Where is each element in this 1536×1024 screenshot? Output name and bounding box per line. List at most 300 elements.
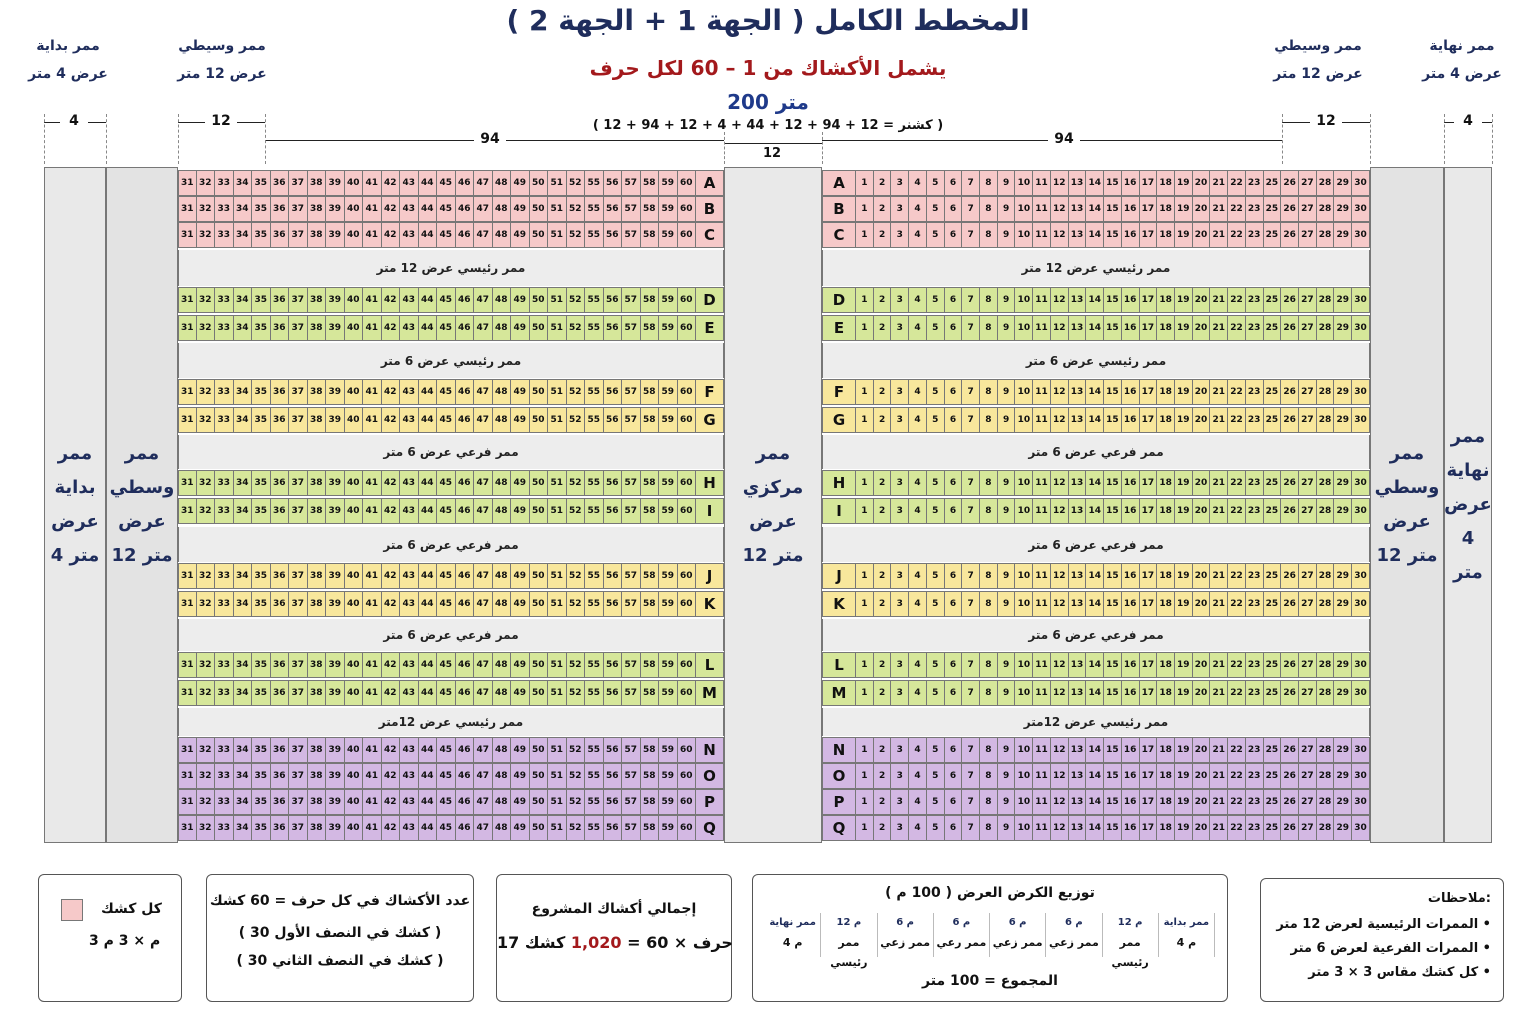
kiosk-cell: 2 [874, 789, 892, 815]
kiosk-cell: 8 [980, 287, 998, 313]
kiosk-cell: 46 [456, 815, 475, 841]
kiosk-cell: 32 [197, 470, 216, 496]
kiosk-cell: 10 [1015, 591, 1033, 617]
kiosk-cell: 33 [215, 379, 234, 405]
kiosk-cell: 35 [252, 470, 271, 496]
kiosk-cell: 17 [1140, 287, 1158, 313]
kiosk-cell: 5 [927, 222, 945, 248]
kiosk-cell: 52 [567, 591, 586, 617]
kiosk-cell: 50 [530, 737, 549, 763]
kiosk-cell: 3 [891, 315, 909, 341]
kiosk-cell: 28 [1317, 170, 1335, 196]
kiosk-cell: 56 [604, 498, 623, 524]
kiosk-cell: 9 [998, 563, 1016, 589]
kiosk-cell: 6 [945, 680, 963, 706]
kiosk-cell: 27 [1299, 315, 1317, 341]
kiosk-cell: 49 [511, 315, 530, 341]
kiosk-cell: 38 [308, 470, 327, 496]
row-letter: I [696, 498, 724, 524]
kiosk-cell: 13 [1069, 222, 1087, 248]
kiosk-cell: 31 [178, 196, 197, 222]
dimension-tick [1444, 114, 1445, 164]
kiosk-cell: 25 [1264, 763, 1282, 789]
kiosk-cell: 14 [1086, 170, 1104, 196]
kiosk-cell: 5 [927, 470, 945, 496]
kiosk-cell: 47 [474, 315, 493, 341]
kiosk-cell: 38 [308, 591, 327, 617]
kiosk-cell: 59 [659, 222, 678, 248]
aisle-end [1444, 167, 1492, 843]
kiosk-cell: 7 [962, 170, 980, 196]
kiosk-cell: 22 [1228, 680, 1246, 706]
kiosk-cell: 15 [1104, 680, 1122, 706]
kiosk-cell: 6 [945, 591, 963, 617]
kiosk-cell: 5 [927, 196, 945, 222]
aisle-central [724, 167, 822, 843]
kiosk-cell: 29 [1334, 789, 1352, 815]
kiosk-cell: 45 [437, 170, 456, 196]
aisle-label-line: 4 متر [1453, 528, 1483, 583]
kiosk-cell: 12 [1051, 379, 1069, 405]
kiosk-cell: 60 [678, 287, 697, 313]
kiosk-cell: 20 [1193, 815, 1211, 841]
kiosk-cell: 5 [927, 591, 945, 617]
corner-label-line: ممر وسيطي [1274, 38, 1362, 54]
kiosk-cell: 12 [1051, 815, 1069, 841]
kiosk-cell: 37 [289, 815, 308, 841]
kiosk-cell: 27 [1299, 563, 1317, 589]
kiosk-cell: 34 [234, 652, 253, 678]
kiosk-cell: 4 [909, 315, 927, 341]
kiosk-cell: 55 [585, 591, 604, 617]
kiosk-cell: 38 [308, 315, 327, 341]
kiosk-cell: 46 [456, 737, 475, 763]
kiosk-cell: 26 [1281, 315, 1299, 341]
kiosk-cell: 2 [874, 407, 892, 433]
kiosk-cell: 27 [1299, 591, 1317, 617]
kiosk-row-left [178, 680, 724, 706]
kiosk-cell: 21 [1210, 591, 1228, 617]
row-letter: A [822, 170, 856, 196]
aisle-left-middle [106, 167, 178, 843]
kiosk-cell: 51 [548, 789, 567, 815]
kiosk-cell: 42 [382, 379, 401, 405]
kiosk-cell: 44 [419, 470, 438, 496]
kiosk-cell: 20 [1193, 737, 1211, 763]
kiosk-cell: 47 [474, 652, 493, 678]
kiosk-cell: 44 [419, 287, 438, 313]
width-item [934, 913, 990, 957]
kiosk-cell: 41 [363, 652, 382, 678]
kiosk-cell: 39 [326, 680, 345, 706]
kiosk-cell: 6 [945, 763, 963, 789]
kiosk-cell: 4 [909, 222, 927, 248]
kiosk-cell: 16 [1122, 652, 1140, 678]
kiosk-cell: 1 [856, 196, 874, 222]
kiosk-cell: 50 [530, 763, 549, 789]
kiosk-cell: 36 [271, 563, 290, 589]
kiosk-cell: 50 [530, 563, 549, 589]
kiosk-cell: 14 [1086, 196, 1104, 222]
kiosk-cell: 1 [856, 563, 874, 589]
kiosk-cell: 40 [345, 222, 364, 248]
kiosk-cell: 20 [1193, 563, 1211, 589]
corner-label-line: عرض 12 متر [177, 66, 267, 82]
kiosk-cell: 56 [604, 222, 623, 248]
kiosk-cell: 2 [874, 170, 892, 196]
kiosk-cell: 25 [1264, 591, 1282, 617]
kiosk-cell: 52 [567, 789, 586, 815]
kiosk-cell: 18 [1157, 591, 1175, 617]
kiosk-cell: 1 [856, 315, 874, 341]
kiosk-cell: 49 [511, 789, 530, 815]
kiosk-cell: 47 [474, 563, 493, 589]
kiosk-cell: 2 [874, 680, 892, 706]
kiosk-cell: 57 [622, 407, 641, 433]
kiosk-cell: 50 [530, 196, 549, 222]
kiosk-cell: 38 [308, 815, 327, 841]
kiosk-cell: 17 [1140, 737, 1158, 763]
corridor-left: ممر رئيسي عرض 6 متر [178, 343, 724, 378]
corridor-right: ممر رئيسي عرض 6 متر [822, 343, 1370, 378]
kiosk-cell: 28 [1317, 563, 1335, 589]
kiosk-cell: 37 [289, 170, 308, 196]
kiosk-cell: 59 [659, 470, 678, 496]
kiosk-cell: 58 [641, 815, 660, 841]
kiosk-row-right [822, 737, 1370, 763]
kiosk-cell: 20 [1193, 680, 1211, 706]
kiosk-cell: 32 [197, 170, 216, 196]
kiosk-cell: 8 [980, 222, 998, 248]
note-text: كل كشك مقاس 3 × 3 متر [1308, 965, 1479, 980]
width-item-value: ممر زعي [1048, 936, 1099, 949]
kiosk-cell: 23 [1246, 815, 1264, 841]
aisle-label-line: 4 متر [50, 545, 100, 566]
kiosk-cell: 59 [659, 763, 678, 789]
kiosk-cell: 10 [1015, 563, 1033, 589]
kiosk-cell: 17 [1140, 763, 1158, 789]
kiosk-cell: 46 [456, 407, 475, 433]
kiosk-cell: 31 [178, 680, 197, 706]
kiosk-cell: 12 [1051, 591, 1069, 617]
kiosk-cell: 22 [1228, 407, 1246, 433]
row-letter: L [822, 652, 856, 678]
kiosk-cell: 20 [1193, 315, 1211, 341]
kiosk-cell: 55 [585, 680, 604, 706]
kiosk-cell: 17 [1140, 815, 1158, 841]
row-letter: F [696, 379, 724, 405]
kiosk-cell: 32 [197, 737, 216, 763]
kiosk-cell: 42 [382, 470, 401, 496]
kiosk-cell: 33 [215, 680, 234, 706]
kiosk-cell: 45 [437, 563, 456, 589]
kiosk-cell: 51 [548, 407, 567, 433]
kiosk-cell: 11 [1033, 407, 1051, 433]
width-item-value: ممر رئيسي [830, 936, 868, 969]
kiosk-cell: 3 [891, 407, 909, 433]
kiosk-cell: 1 [856, 222, 874, 248]
kiosk-cell: 44 [419, 170, 438, 196]
kiosk-label: كل كشك [101, 901, 162, 917]
kiosk-cell: 22 [1228, 498, 1246, 524]
kiosk-cell: 58 [641, 680, 660, 706]
kiosk-cell: 26 [1281, 287, 1299, 313]
corner-label-line: عرض 4 متر [1422, 66, 1502, 82]
dimension-tick [265, 114, 266, 164]
kiosk-cell: 52 [567, 379, 586, 405]
kiosk-cell: 48 [493, 170, 512, 196]
kiosk-cell: 18 [1157, 737, 1175, 763]
kiosk-cell: 12 [1051, 789, 1069, 815]
kiosk-cell: 36 [271, 815, 290, 841]
row-letter: M [696, 680, 724, 706]
kiosk-cell: 56 [604, 379, 623, 405]
kiosk-row-left [178, 379, 724, 405]
kiosk-cell: 13 [1069, 470, 1087, 496]
kiosk-cell: 57 [622, 789, 641, 815]
kiosk-cell: 57 [622, 737, 641, 763]
kiosk-cell: 28 [1317, 789, 1335, 815]
kiosk-row-right [822, 287, 1370, 313]
kiosk-cell: 3 [891, 789, 909, 815]
width-item-label: 12 م [1117, 917, 1143, 928]
kiosk-cell: 23 [1246, 315, 1264, 341]
kiosk-cell: 30 [1352, 563, 1370, 589]
kiosk-cell: 52 [567, 287, 586, 313]
kiosk-cell: 56 [604, 287, 623, 313]
kiosk-cell: 29 [1334, 680, 1352, 706]
note-text: الممرات الفرعية لعرض 6 متر [1290, 941, 1479, 956]
kiosk-cell: 31 [178, 652, 197, 678]
kiosk-cell: 38 [308, 196, 327, 222]
kiosk-cell: 48 [493, 470, 512, 496]
kiosk-cell: 3 [891, 287, 909, 313]
kiosk-cell: 42 [382, 591, 401, 617]
kiosk-cell: 58 [641, 196, 660, 222]
kiosk-row-left [178, 170, 724, 196]
aisle-label-line: عرض [749, 511, 797, 532]
kiosk-row-right [822, 315, 1370, 341]
kiosk-cell: 27 [1299, 737, 1317, 763]
kiosk-cell: 55 [585, 315, 604, 341]
kiosk-cell: 45 [437, 287, 456, 313]
kiosk-cell: 13 [1069, 287, 1087, 313]
kiosk-cell: 10 [1015, 763, 1033, 789]
kiosk-cell: 36 [271, 737, 290, 763]
kiosk-cell: 21 [1210, 407, 1228, 433]
kiosk-cell: 19 [1175, 470, 1193, 496]
kiosk-cell: 41 [363, 470, 382, 496]
kiosk-cell: 2 [874, 591, 892, 617]
kiosk-cell: 38 [308, 652, 327, 678]
kiosk-cell: 37 [289, 591, 308, 617]
kiosk-cell: 31 [178, 591, 197, 617]
kiosk-cell: 41 [363, 737, 382, 763]
kiosk-cell: 29 [1334, 315, 1352, 341]
kiosk-cell: 58 [641, 591, 660, 617]
kiosk-cell: 39 [326, 591, 345, 617]
kiosk-cell: 34 [234, 196, 253, 222]
kiosk-cell: 37 [289, 315, 308, 341]
kiosk-cell: 37 [289, 498, 308, 524]
kiosk-cell: 21 [1210, 498, 1228, 524]
kiosk-cell: 7 [962, 222, 980, 248]
kiosk-cell: 52 [567, 737, 586, 763]
kiosk-cell: 19 [1175, 196, 1193, 222]
kiosk-cell: 44 [419, 680, 438, 706]
kiosk-cell: 43 [400, 287, 419, 313]
row-letter: E [822, 315, 856, 341]
kiosk-cell: 39 [326, 498, 345, 524]
kiosk-cell: 39 [326, 222, 345, 248]
width-item-value: ممر رئيسي [1111, 936, 1149, 969]
kiosk-cell: 4 [909, 680, 927, 706]
kiosk-cell: 13 [1069, 196, 1087, 222]
kiosk-cell: 56 [604, 315, 623, 341]
kiosk-row-right [822, 470, 1370, 496]
kiosk-cell: 20 [1193, 763, 1211, 789]
kiosk-cell: 40 [345, 815, 364, 841]
row-letter: G [822, 407, 856, 433]
kiosk-cell: 15 [1104, 498, 1122, 524]
kiosk-cell: 6 [945, 407, 963, 433]
kiosk-row-right [822, 680, 1370, 706]
kiosk-cell: 2 [874, 563, 892, 589]
kiosk-cell: 43 [400, 379, 419, 405]
kiosk-cell: 43 [400, 470, 419, 496]
kiosk-cell: 59 [659, 563, 678, 589]
kiosk-cell: 21 [1210, 196, 1228, 222]
kiosk-cell: 16 [1122, 287, 1140, 313]
dimension-tick [44, 114, 45, 164]
kiosk-cell: 57 [622, 680, 641, 706]
kiosk-cell: 21 [1210, 815, 1228, 841]
kiosk-cell: 36 [271, 680, 290, 706]
kiosk-cell: 46 [456, 222, 475, 248]
kiosk-cell: 45 [437, 407, 456, 433]
kiosk-cell: 27 [1299, 379, 1317, 405]
kiosk-cell: 32 [197, 407, 216, 433]
kiosk-cell: 42 [382, 763, 401, 789]
kiosk-cell: 2 [874, 815, 892, 841]
kiosk-cell: 35 [252, 170, 271, 196]
kiosk-cell: 25 [1264, 222, 1282, 248]
kiosk-cell: 5 [927, 170, 945, 196]
kiosk-cell: 14 [1086, 680, 1104, 706]
kiosk-cell: 23 [1246, 652, 1264, 678]
kiosk-cell: 25 [1264, 470, 1282, 496]
kiosk-cell: 36 [271, 789, 290, 815]
kiosk-cell: 20 [1193, 407, 1211, 433]
kiosk-cell: 7 [962, 591, 980, 617]
kiosk-cell: 45 [437, 815, 456, 841]
kiosk-cell: 37 [289, 196, 308, 222]
kiosk-cell: 21 [1210, 737, 1228, 763]
kiosk-cell: 56 [604, 815, 623, 841]
kiosk-cell: 7 [962, 763, 980, 789]
kiosk-cell: 19 [1175, 591, 1193, 617]
kiosk-cell: 42 [382, 222, 401, 248]
kiosk-cell: 14 [1086, 652, 1104, 678]
kiosk-cell: 27 [1299, 763, 1317, 789]
kiosk-cell: 23 [1246, 763, 1264, 789]
kiosk-cell: 6 [945, 563, 963, 589]
kiosk-cell: 51 [548, 315, 567, 341]
kiosk-cell: 57 [622, 170, 641, 196]
kiosk-cell: 30 [1352, 379, 1370, 405]
kiosk-cell: 40 [345, 789, 364, 815]
kiosk-cell: 52 [567, 470, 586, 496]
kiosk-cell: 26 [1281, 563, 1299, 589]
kiosk-cell: 23 [1246, 563, 1264, 589]
kiosk-cell: 22 [1228, 170, 1246, 196]
kiosk-cell: 17 [1140, 470, 1158, 496]
kiosk-cell: 38 [308, 680, 327, 706]
aisle-label-line: مركزي [742, 477, 804, 498]
kiosk-cell: 48 [493, 763, 512, 789]
kiosk-cell: 58 [641, 222, 660, 248]
kiosk-cell: 7 [962, 680, 980, 706]
kiosk-cell: 35 [252, 789, 271, 815]
corridor-right: ممر فرعي عرض 6 متر [822, 527, 1370, 562]
kiosk-cell: 56 [604, 170, 623, 196]
kiosk-cell: 45 [437, 789, 456, 815]
kiosk-cell: 22 [1228, 763, 1246, 789]
kiosk-cell: 35 [252, 287, 271, 313]
kiosk-cell: 51 [548, 498, 567, 524]
dimension-start-4: 4 [60, 113, 88, 129]
kiosk-cell: 38 [308, 287, 327, 313]
kiosk-cell: 9 [998, 287, 1016, 313]
width-item-label: ممر بداية [1163, 917, 1210, 928]
kiosk-row-left [178, 737, 724, 763]
row-letter: F [822, 379, 856, 405]
kiosk-cell: 21 [1210, 379, 1228, 405]
kiosk-cell: 34 [234, 222, 253, 248]
kiosk-cell: 27 [1299, 170, 1317, 196]
kiosk-cell: 34 [234, 815, 253, 841]
kiosk-cell: 3 [891, 763, 909, 789]
kiosk-cell: 33 [215, 789, 234, 815]
kiosk-cell: 10 [1015, 407, 1033, 433]
kiosk-cell: 47 [474, 287, 493, 313]
row-letter: O [696, 763, 724, 789]
kiosk-cell: 5 [927, 652, 945, 678]
kiosk-cell: 8 [980, 680, 998, 706]
kiosk-cell: 20 [1193, 196, 1211, 222]
kiosk-cell: 19 [1175, 652, 1193, 678]
kiosk-cell: 28 [1317, 222, 1335, 248]
kiosk-cell: 20 [1193, 591, 1211, 617]
kiosk-row-right [822, 222, 1370, 248]
kiosk-cell: 52 [567, 815, 586, 841]
corner-label-line: عرض 12 متر [1273, 66, 1363, 82]
kiosk-cell: 20 [1193, 379, 1211, 405]
kiosk-cell: 36 [271, 315, 290, 341]
kiosk-cell: 15 [1104, 763, 1122, 789]
kiosk-cell: 9 [998, 591, 1016, 617]
kiosk-cell: 49 [511, 222, 530, 248]
kiosk-cell: 30 [1352, 407, 1370, 433]
legend-notes-box [1260, 878, 1504, 1002]
kiosk-cell: 16 [1122, 789, 1140, 815]
kiosk-cell: 35 [252, 563, 271, 589]
kiosk-cell: 8 [980, 315, 998, 341]
note-item: الممرات الرئيسية لعرض 12 متر • [1276, 917, 1491, 932]
kiosk-cell: 46 [456, 652, 475, 678]
row-letter: B [822, 196, 856, 222]
kiosk-cell: 46 [456, 196, 475, 222]
